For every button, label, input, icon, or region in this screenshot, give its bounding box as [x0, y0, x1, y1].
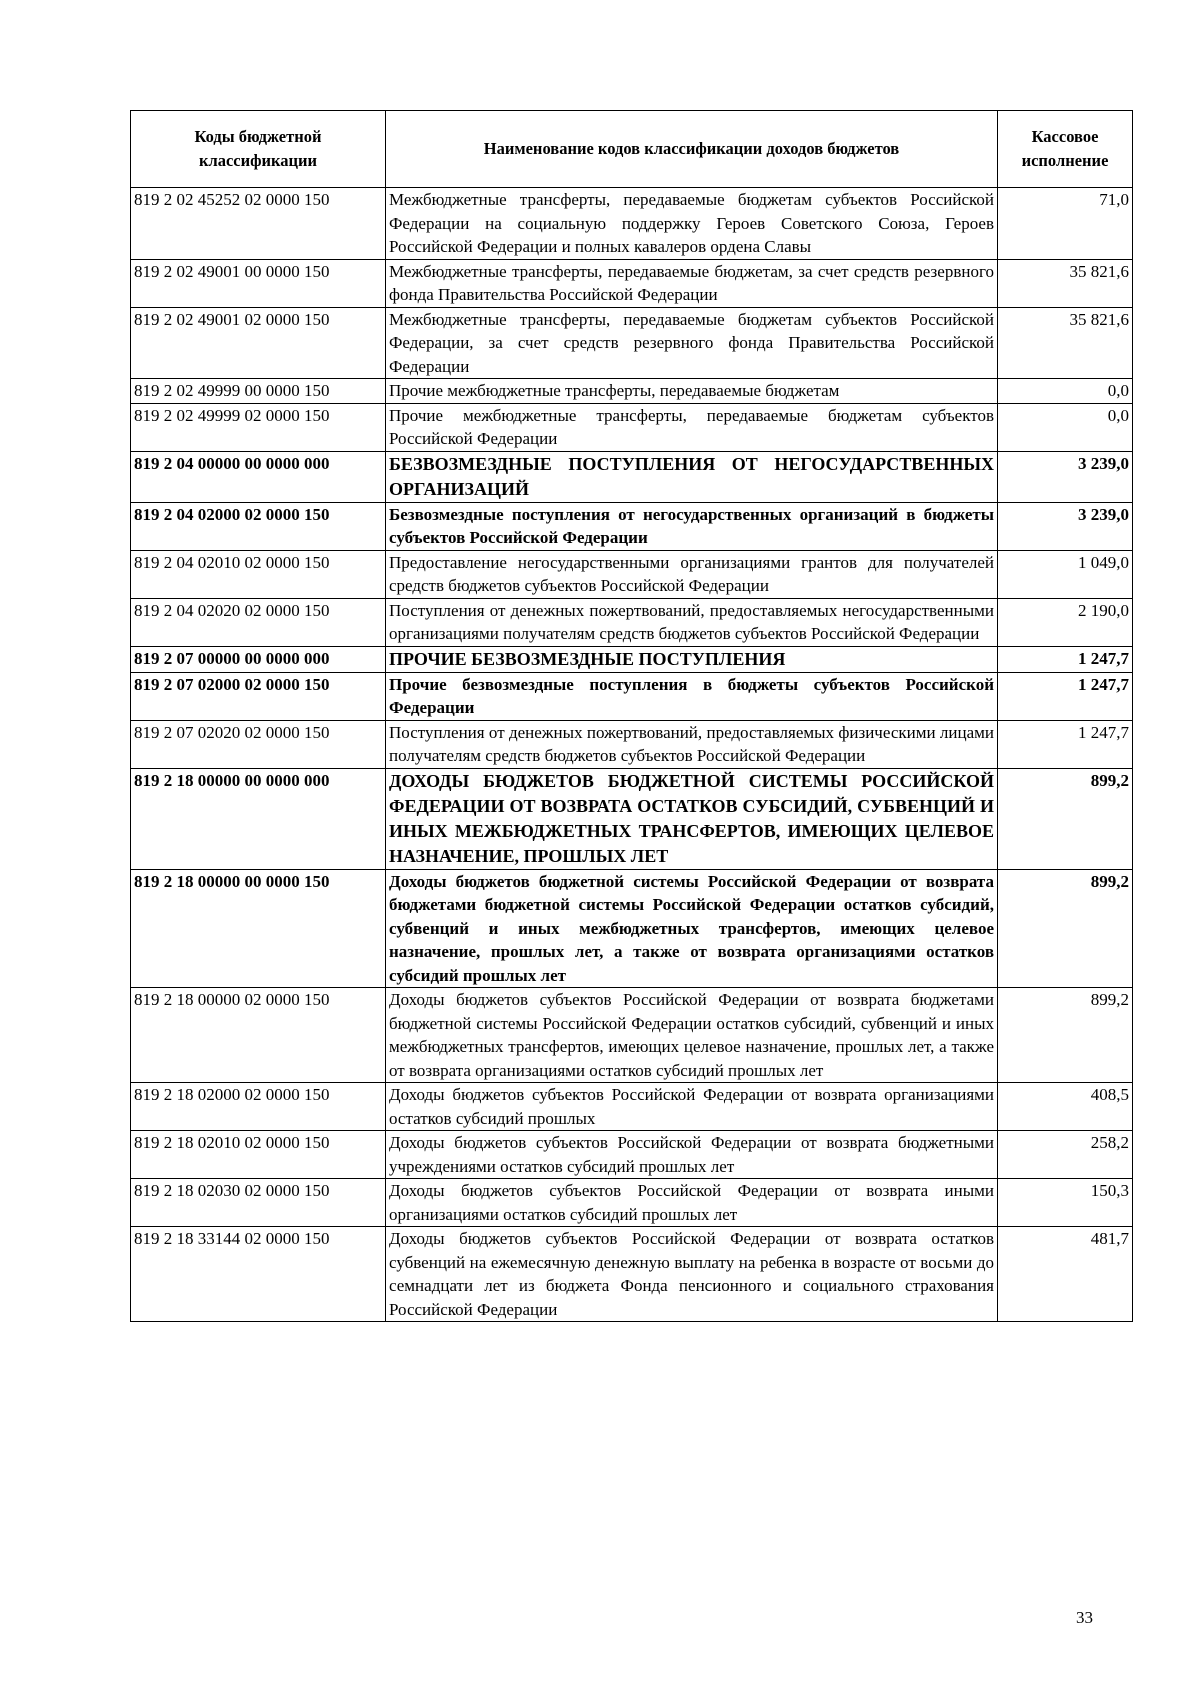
row-code: 819 2 02 45252 02 0000 150 [131, 188, 386, 260]
row-amount: 71,0 [998, 188, 1133, 260]
header-name: Наименование кодов классификации доходов бюджетов [386, 111, 998, 188]
row-code: 819 2 04 00000 00 0000 000 [131, 451, 386, 502]
row-name: Прочие межбюджетные трансферты, передаваемые бюджетам субъектов Российской Федерации [386, 403, 998, 451]
row-amount: 899,2 [998, 869, 1133, 988]
row-name: Межбюджетные трансферты, передаваемые бюджетам, за счет средств резервного фонда Правительства Российской Федерации [386, 259, 998, 307]
row-code: 819 2 18 00000 00 0000 000 [131, 768, 386, 869]
row-amount: 481,7 [998, 1227, 1133, 1322]
row-code: 819 2 04 02010 02 0000 150 [131, 550, 386, 598]
row-name: Доходы бюджетов субъектов Российской Федерации от возврата бюджетами бюджетной системы Российской Федерации остатков субсидий, субвенций и иных межбюджетных трансфертов, имеющих целевое назначение, прошлых лет, а также от возврата организациями остатков субсидий прошлых лет [386, 988, 998, 1083]
row-code: 819 2 18 02030 02 0000 150 [131, 1179, 386, 1227]
row-name: ДОХОДЫ БЮДЖЕТОВ БЮДЖЕТНОЙ СИСТЕМЫ РОССИЙСКОЙ ФЕДЕРАЦИИ ОТ ВОЗВРАТА ОСТАТКОВ СУБСИДИЙ, СУБВЕНЦИЙ И ИНЫХ МЕЖБЮДЖЕТНЫХ ТРАНСФЕРТОВ, ИМЕЮЩИХ ЦЕЛЕВОЕ НАЗНАЧЕНИЕ, ПРОШЛЫХ ЛЕТ [386, 768, 998, 869]
row-code: 819 2 02 49001 00 0000 150 [131, 259, 386, 307]
table-row [131, 988, 1133, 1083]
table-row [131, 720, 1133, 768]
row-amount: 35 821,6 [998, 307, 1133, 379]
row-code: 819 2 02 49999 02 0000 150 [131, 403, 386, 451]
row-amount: 150,3 [998, 1179, 1133, 1227]
row-name: Доходы бюджетов субъектов Российской Федерации от возврата бюджетными учреждениями остатков субсидий прошлых лет [386, 1131, 998, 1179]
table-row [131, 672, 1133, 720]
row-name: Доходы бюджетов субъектов Российской Федерации от возврата иными организациями остатков субсидий прошлых лет [386, 1179, 998, 1227]
row-amount: 35 821,6 [998, 259, 1133, 307]
table-row [131, 307, 1133, 379]
row-amount: 0,0 [998, 379, 1133, 404]
header-code: Коды бюджетной классификации [131, 111, 386, 188]
table-row [131, 1179, 1133, 1227]
row-code: 819 2 02 49001 02 0000 150 [131, 307, 386, 379]
row-amount: 0,0 [998, 403, 1133, 451]
revenue-table [130, 110, 1133, 1322]
row-amount: 258,2 [998, 1131, 1133, 1179]
row-code: 819 2 18 33144 02 0000 150 [131, 1227, 386, 1322]
table-row [131, 869, 1133, 988]
row-code: 819 2 18 02010 02 0000 150 [131, 1131, 386, 1179]
table-row [131, 451, 1133, 502]
row-code: 819 2 07 02020 02 0000 150 [131, 720, 386, 768]
row-amount: 1 247,7 [998, 646, 1133, 672]
row-name: Межбюджетные трансферты, передаваемые бюджетам субъектов Российской Федерации, за счет средств резервного фонда Правительства Российской Федерации [386, 307, 998, 379]
row-name: Поступления от денежных пожертвований, предоставляемых физическими лицами получателям средств бюджетов субъектов Российской Федерации [386, 720, 998, 768]
row-amount: 3 239,0 [998, 502, 1133, 550]
row-amount: 1 247,7 [998, 672, 1133, 720]
table-row [131, 379, 1133, 404]
row-code: 819 2 18 00000 02 0000 150 [131, 988, 386, 1083]
page-number: 33 [1076, 1608, 1093, 1627]
table-row [131, 550, 1133, 598]
table-row [131, 502, 1133, 550]
row-code: 819 2 04 02020 02 0000 150 [131, 598, 386, 646]
row-code: 819 2 18 00000 00 0000 150 [131, 869, 386, 988]
row-amount: 1 049,0 [998, 550, 1133, 598]
document-sheet [130, 110, 1132, 1322]
row-amount: 2 190,0 [998, 598, 1133, 646]
table-row [131, 259, 1133, 307]
table-row [131, 646, 1133, 672]
table-row [131, 598, 1133, 646]
table-row [131, 188, 1133, 260]
table-row [131, 403, 1133, 451]
row-code: 819 2 04 02000 02 0000 150 [131, 502, 386, 550]
table-body [131, 188, 1133, 1322]
row-amount: 899,2 [998, 988, 1133, 1083]
table-row [131, 1083, 1133, 1131]
row-code: 819 2 07 00000 00 0000 000 [131, 646, 386, 672]
row-name: Доходы бюджетов бюджетной системы Российской Федерации от возврата бюджетами бюджетной системы Российской Федерации остатков субсидий, субвенций и иных межбюджетных трансфертов, имеющих целевое назначение, прошлых лет, а также от возврата организациями остатков субсидий прошлых лет [386, 869, 998, 988]
row-name: Прочие межбюджетные трансферты, передаваемые бюджетам [386, 379, 998, 404]
table-row [131, 1227, 1133, 1322]
row-name: Поступления от денежных пожертвований, предоставляемых негосударственными организациями получателям средств бюджетов субъектов Российской Федерации [386, 598, 998, 646]
row-name: ПРОЧИЕ БЕЗВОЗМЕЗДНЫЕ ПОСТУПЛЕНИЯ [386, 646, 998, 672]
row-name: Доходы бюджетов субъектов Российской Федерации от возврата остатков субвенций на ежемесячную денежную выплату на ребенка в возрасте от восьми до семнадцати лет из бюджета Фонда пенсионного и социального страхования Российской Федерации [386, 1227, 998, 1322]
header-amount: Кассовое исполнение [998, 111, 1133, 188]
row-name: Прочие безвозмездные поступления в бюджеты субъектов Российской Федерации [386, 672, 998, 720]
row-amount: 899,2 [998, 768, 1133, 869]
row-amount: 3 239,0 [998, 451, 1133, 502]
table-row [131, 768, 1133, 869]
row-name: Предоставление негосударственными организациями грантов для получателей средств бюджетов субъектов Российской Федерации [386, 550, 998, 598]
row-name: БЕЗВОЗМЕЗДНЫЕ ПОСТУПЛЕНИЯ ОТ НЕГОСУДАРСТВЕННЫХ ОРГАНИЗАЦИЙ [386, 451, 998, 502]
row-code: 819 2 07 02000 02 0000 150 [131, 672, 386, 720]
row-code: 819 2 18 02000 02 0000 150 [131, 1083, 386, 1131]
table-row [131, 1131, 1133, 1179]
table-header [131, 111, 1133, 188]
row-code: 819 2 02 49999 00 0000 150 [131, 379, 386, 404]
row-name: Доходы бюджетов субъектов Российской Федерации от возврата организациями остатков субсидий прошлых [386, 1083, 998, 1131]
row-amount: 1 247,7 [998, 720, 1133, 768]
row-name: Межбюджетные трансферты, передаваемые бюджетам субъектов Российской Федерации на социальную поддержку Героев Советского Союза, Героев Российской Федерации и полных кавалеров ордена Славы [386, 188, 998, 260]
row-amount: 408,5 [998, 1083, 1133, 1131]
row-name: Безвозмездные поступления от негосударственных организаций в бюджеты субъектов Российской Федерации [386, 502, 998, 550]
